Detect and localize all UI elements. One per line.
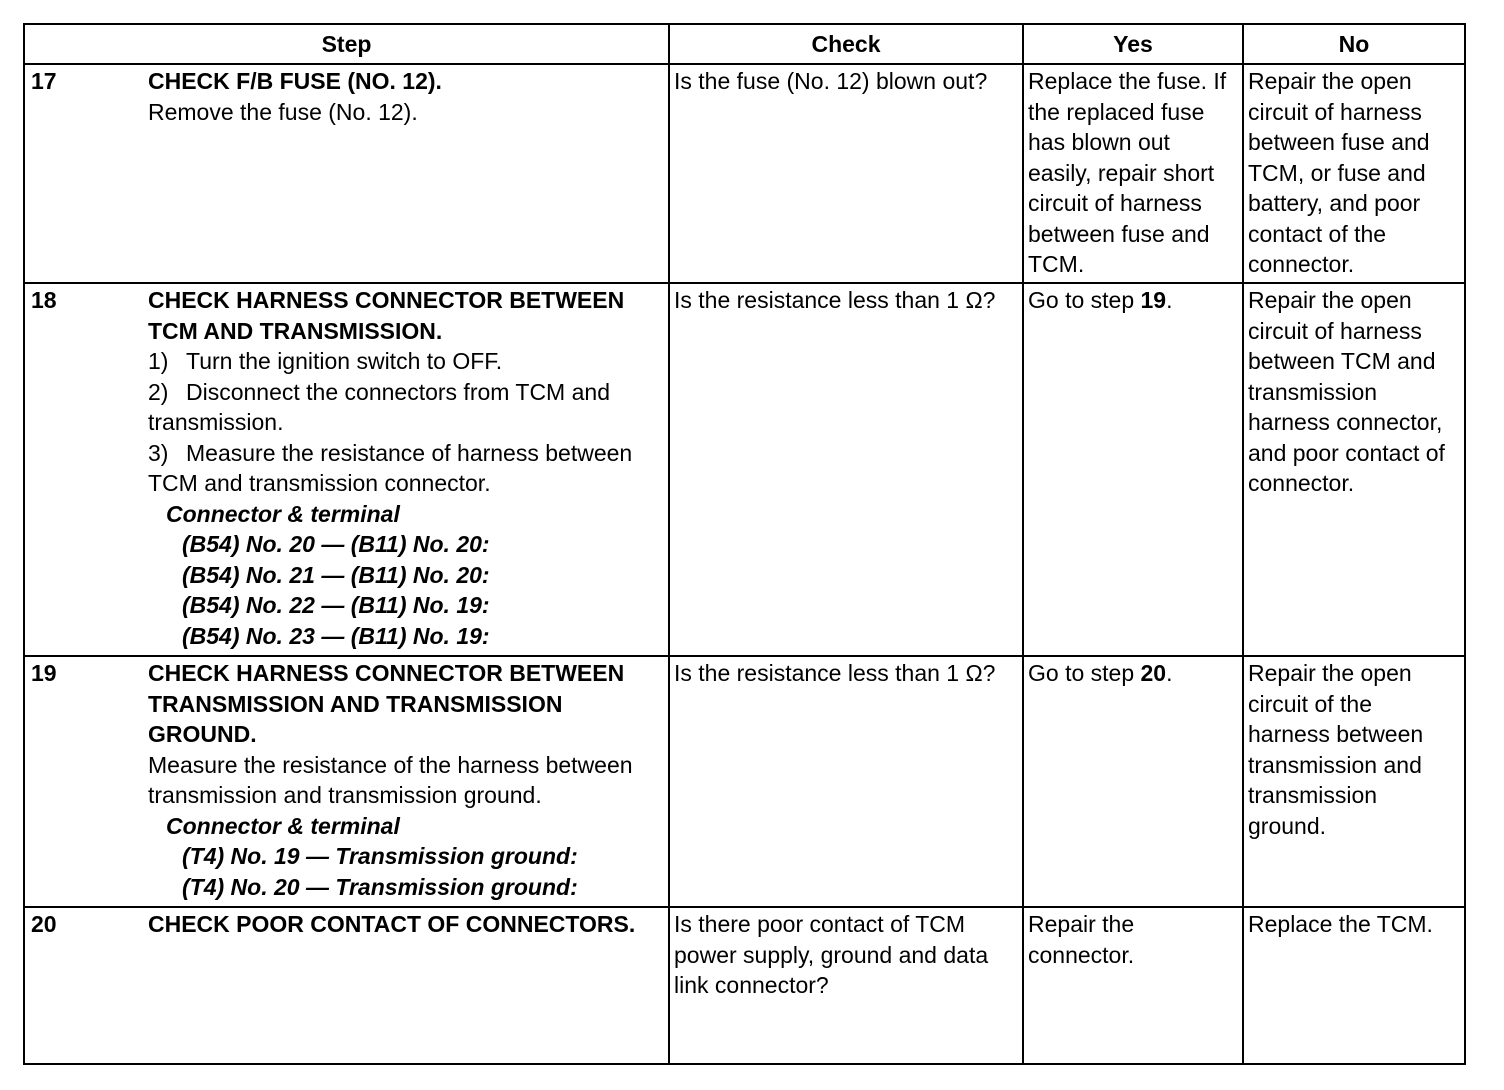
check-cell: Is the resistance less than 1 Ω? — [669, 656, 1023, 907]
connector-heading: Connector & terminal — [166, 812, 400, 839]
header-yes: Yes — [1023, 24, 1243, 64]
diagnostic-table — [23, 23, 1466, 1065]
instruction-number: 2) — [148, 378, 169, 405]
instruction-text: Measure the resistance of harness between TCM and transmission connector. — [148, 439, 633, 496]
step-text: Remove the fuse (No. 12). — [148, 98, 418, 125]
header-no: No — [1243, 24, 1465, 64]
yes-suffix: . — [1166, 660, 1173, 686]
check-cell: Is the resistance less than 1 Ω? — [669, 283, 1023, 656]
connector-terminal: (B54) No. 21 — (B11) No. 20: — [182, 561, 490, 588]
yes-text: Go to step — [1028, 287, 1141, 313]
connector-terminal: (B54) No. 23 — (B11) No. 19: — [182, 622, 490, 649]
table-row — [24, 283, 1465, 656]
step-number: 17 — [31, 68, 57, 94]
step-title: CHECK POOR CONTACT OF CONNECTORS. — [148, 911, 636, 937]
step-number: 20 — [31, 911, 57, 937]
step-reference: 19 — [1140, 287, 1167, 313]
step-cell — [24, 283, 669, 656]
step-number: 18 — [31, 287, 57, 313]
no-cell: Replace the TCM. — [1243, 907, 1465, 1064]
step-text: Measure the resistance of the harness between transmission and transmission ground. — [148, 751, 633, 808]
table-row — [24, 907, 1465, 1064]
step-number: 19 — [31, 660, 57, 686]
step-title: CHECK F/B FUSE (NO. 12). — [148, 68, 442, 94]
header-check: Check — [669, 24, 1023, 64]
connector-terminal: (B54) No. 20 — (B11) No. 20: — [182, 531, 490, 557]
connector-heading: Connector & terminal — [166, 500, 400, 527]
yes-cell: Repair the connector. — [1023, 907, 1243, 1064]
check-cell: Is the fuse (No. 12) blown out? — [669, 64, 1023, 283]
no-cell: Repair the open circuit of the harness between transmission and transmission ground. — [1243, 656, 1465, 907]
header-row — [24, 24, 1465, 64]
yes-text: Go to step — [1028, 660, 1141, 686]
step-title: CHECK HARNESS CONNECTOR BETWEEN TRANSMISSION AND TRANSMISSION GROUND. — [148, 660, 625, 747]
instruction-text: Disconnect the connectors from TCM and transmission. — [148, 378, 610, 435]
yes-cell — [1023, 656, 1243, 907]
step-title: CHECK HARNESS CONNECTOR BETWEEN TCM AND TRANSMISSION. — [148, 287, 625, 344]
step-cell — [24, 64, 669, 283]
step-cell — [24, 656, 669, 907]
instruction-item — [148, 438, 660, 499]
instruction-number: 1) — [148, 348, 169, 374]
connector-terminal: (B54) No. 22 — (B11) No. 19: — [182, 592, 490, 618]
no-cell: Repair the open circuit of harness between TCM and transmission harness connector, and poor contact of connector. — [1243, 283, 1465, 656]
yes-cell: Replace the fuse. If the replaced fuse has blown out easily, repair short circuit of harness between fuse and TCM. — [1023, 64, 1243, 283]
connector-terminal: (T4) No. 19 — Transmission ground: — [182, 843, 578, 869]
table-row — [24, 64, 1465, 283]
step-cell — [24, 907, 669, 1064]
instruction-item — [148, 377, 660, 438]
instruction-text: Turn the ignition switch to OFF. — [186, 348, 503, 374]
connector-terminal: (T4) No. 20 — Transmission ground: — [182, 873, 578, 900]
instruction-item — [148, 346, 660, 377]
table-row — [24, 656, 1465, 907]
check-cell: Is there poor contact of TCM power supply, ground and data link connector? — [669, 907, 1023, 1064]
header-step: Step — [24, 24, 669, 64]
yes-suffix: . — [1166, 287, 1173, 313]
no-cell: Repair the open circuit of harness between fuse and TCM, or fuse and battery, and poor contact of the connector. — [1243, 64, 1465, 283]
yes-cell — [1023, 283, 1243, 656]
step-reference: 20 — [1140, 660, 1167, 686]
instruction-number: 3) — [148, 439, 169, 466]
